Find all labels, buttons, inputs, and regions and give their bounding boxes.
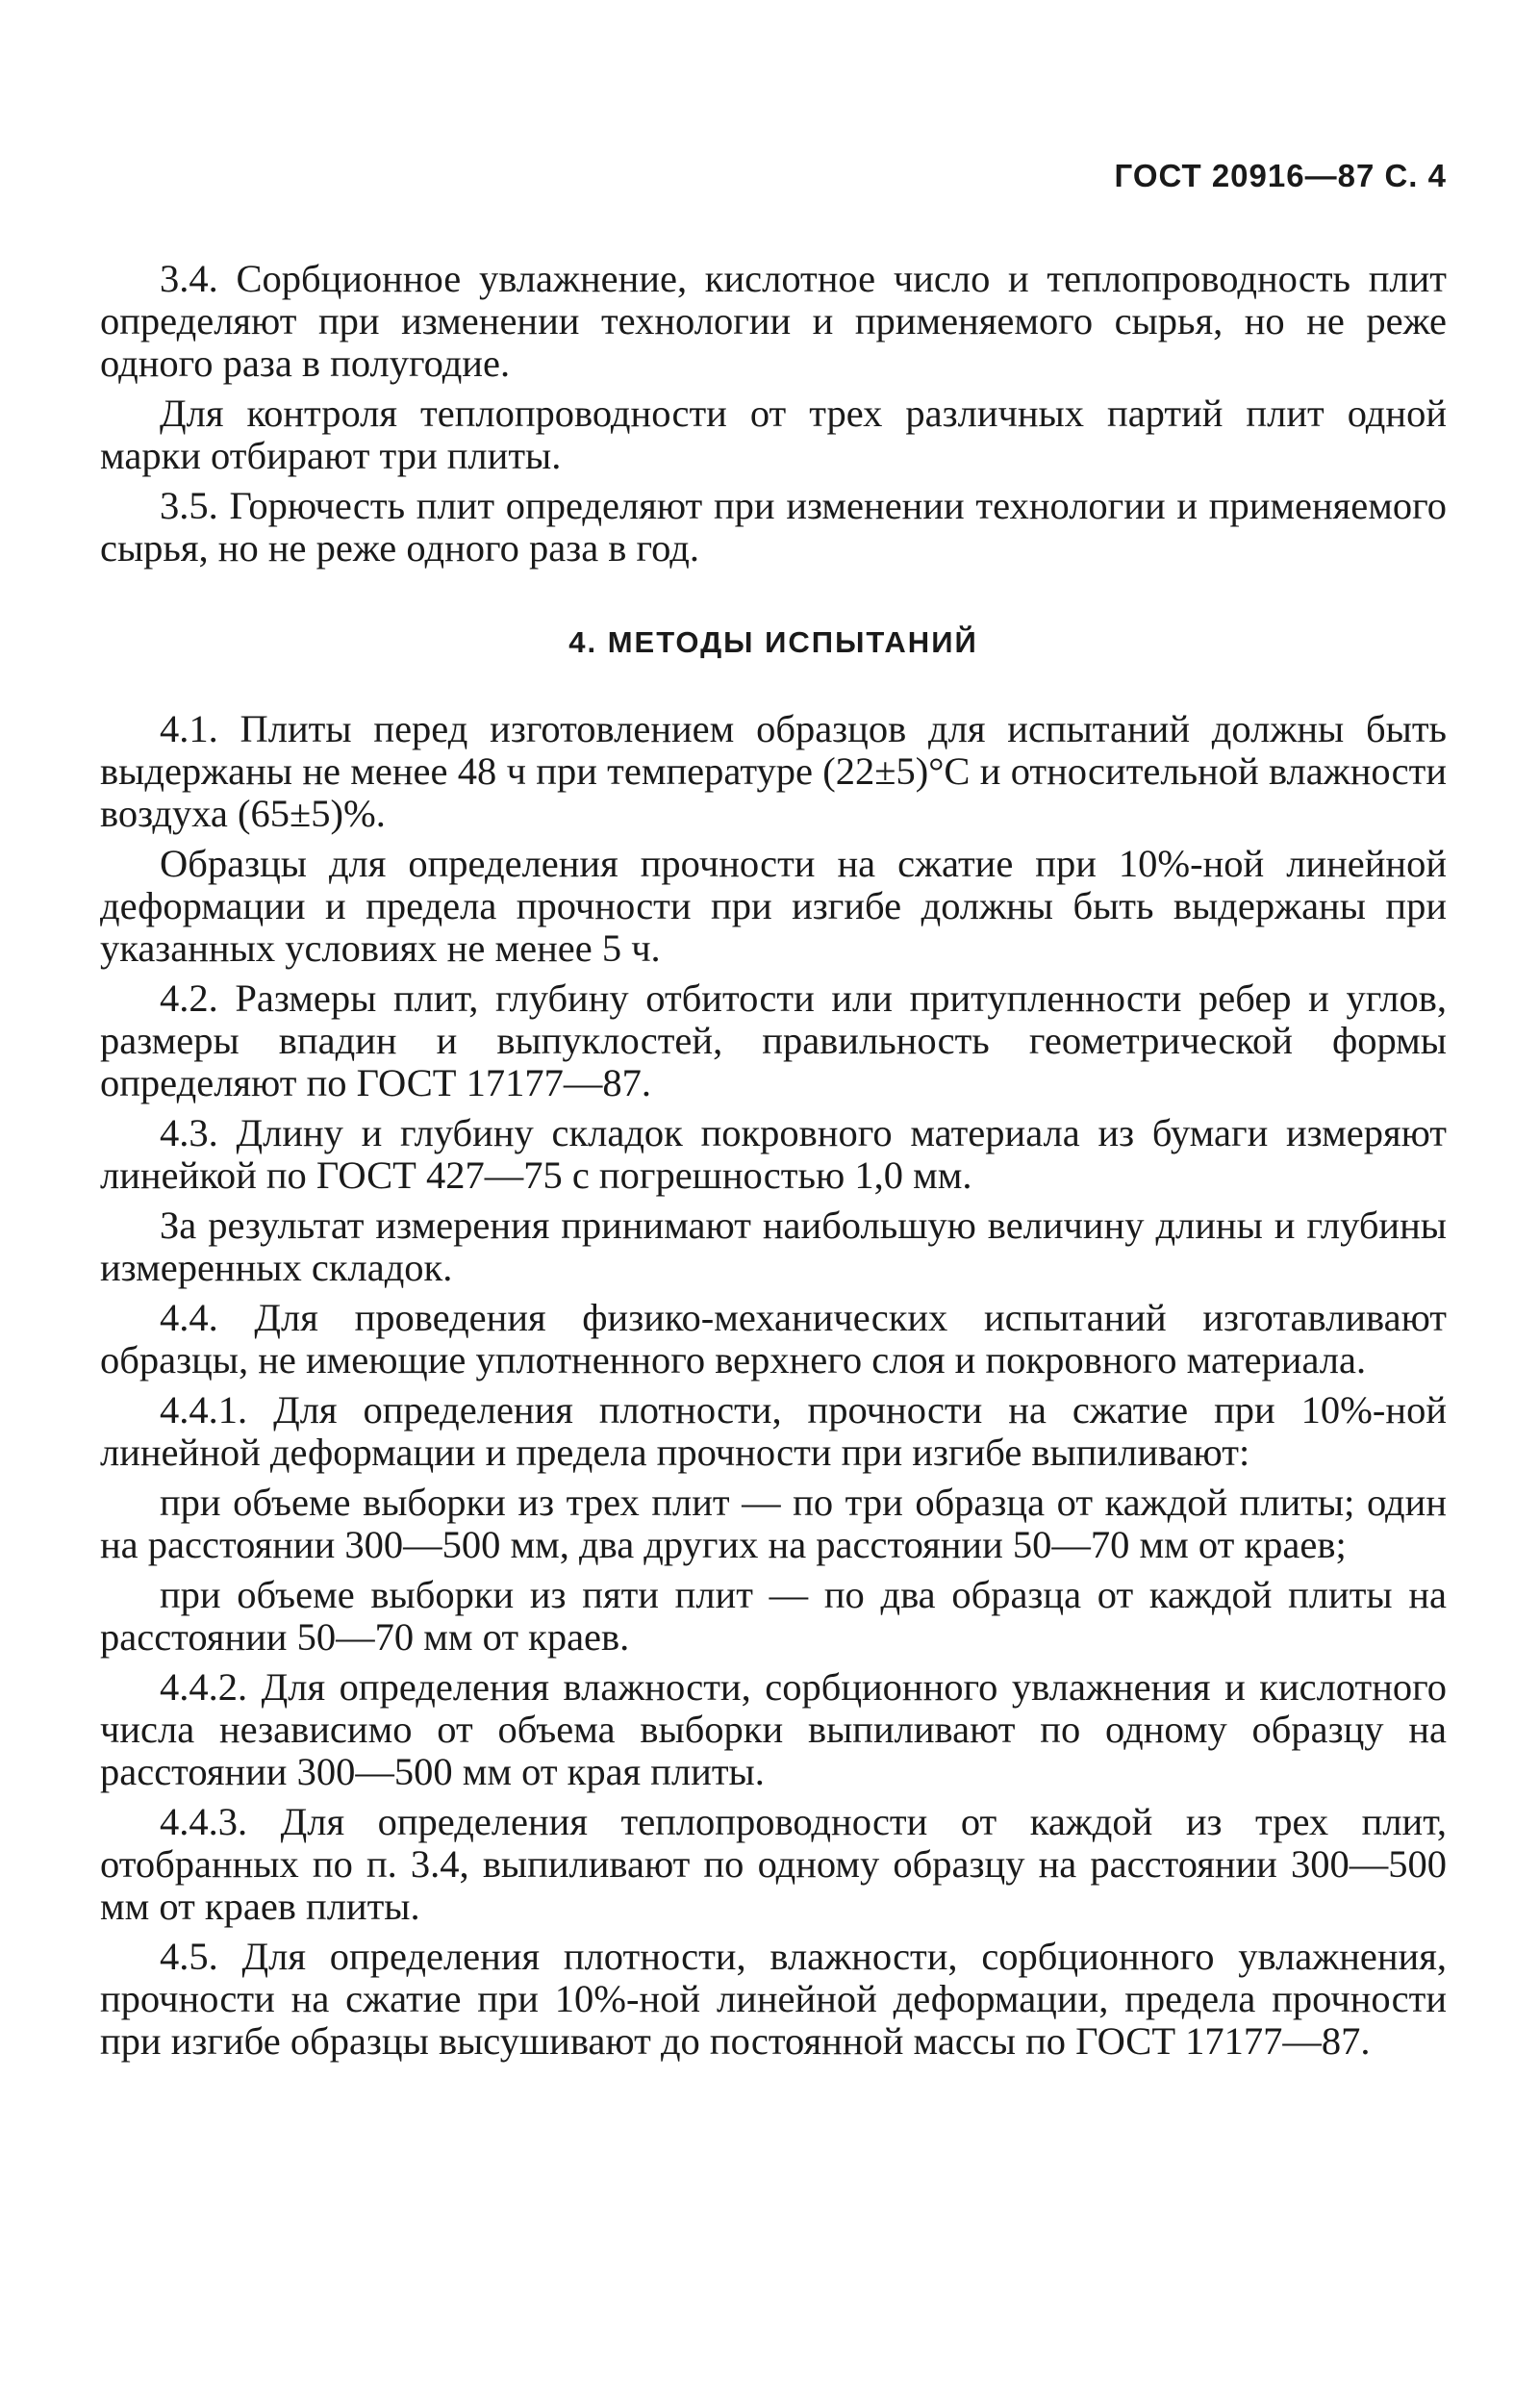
paragraph-3-4-continued: Для контроля теплопроводности от трех различных партий плит одной марки отбирают три плиты. [100,392,1447,477]
paragraph-4-4-3: 4.4.3. Для определения теплопроводности от каждой из трех плит, отобранных по п. 3.4, выпиливают по одному образцу на расстоянии 300—500 мм от краев плиты. [100,1800,1447,1928]
paragraph-4-3-continued: За результат измерения принимают наибольшую величину длины и глубины измеренных складок. [100,1204,1447,1289]
paragraph-4-4-1-item-a: при объеме выборки из трех плит — по три образца от каждой плиты; один на расстоянии 300—500 мм, два других на расстоянии 50—70 мм от краев; [100,1481,1447,1566]
paragraph-3-4: 3.4. Сорбционное увлажнение, кислотное число и теплопроводность плит определяют при изменении технологии и применяемого сырья, но не реже одного раза в полугодие. [100,257,1447,385]
document-body [100,258,1447,2063]
paragraph-4-4: 4.4. Для проведения физико-механических испытаний изготавливают образцы, не имеющие уплотненного верхнего слоя и покровного материала. [100,1296,1447,1381]
paragraph-4-1-continued: Образцы для определения прочности на сжатие при 10%-ной линейной деформации и предела прочности при изгибе должны быть выдержаны при указанных условиях не менее 5 ч. [100,842,1447,970]
paragraph-4-4-1-item-b: при объеме выборки из пяти плит — по два образца от каждой плиты на расстоянии 50—70 мм от краев. [100,1573,1447,1659]
section-title: 4. МЕТОДЫ ИСПЫТАНИЙ [568,625,978,659]
paragraph-4-3: 4.3. Длину и глубину складок покровного материала из бумаги измеряют линейкой по ГОСТ 427—75 с погрешностью 1,0 мм. [100,1111,1447,1197]
paragraph-3-5: 3.5. Горючесть плит определяют при изменении технологии и применяемого сырья, но не реже одного раза в год. [100,484,1447,570]
paragraph-4-4-2: 4.4.2. Для определения влажности, сорбционного увлажнения и кислотного числа независимо от объема выборки выпиливают по одному образцу на расстоянии 300—500 мм от края плиты. [100,1665,1447,1793]
paragraph-4-5: 4.5. Для определения плотности, влажности, сорбционного увлажнения, прочности на сжатие при 10%-ной линейной деформации, предела прочности при изгибе образцы высушивают до постоянной массы по ГОСТ 17177—87. [100,1935,1447,2063]
paragraph-4-4-1: 4.4.1. Для определения плотности, прочности на сжатие при 10%-ной линейной деформации и предела прочности при изгибе выпиливают: [100,1388,1447,1474]
document-page [100,0,1447,2408]
paragraph-4-2: 4.2. Размеры плит, глубину отбитости или притупленности ребер и углов, размеры впадин и выпуклостей, правильность геометрической формы определяют по ГОСТ 17177—87. [100,976,1447,1104]
paragraph-4-1: 4.1. Плиты перед изготовлением образцов для испытаний должны быть выдержаны не менее 48 ч при температуре (22±5)°С и относительной влажности воздуха (65±5)%. [100,707,1447,835]
running-header: ГОСТ 20916—87 С. 4 [1114,158,1447,193]
